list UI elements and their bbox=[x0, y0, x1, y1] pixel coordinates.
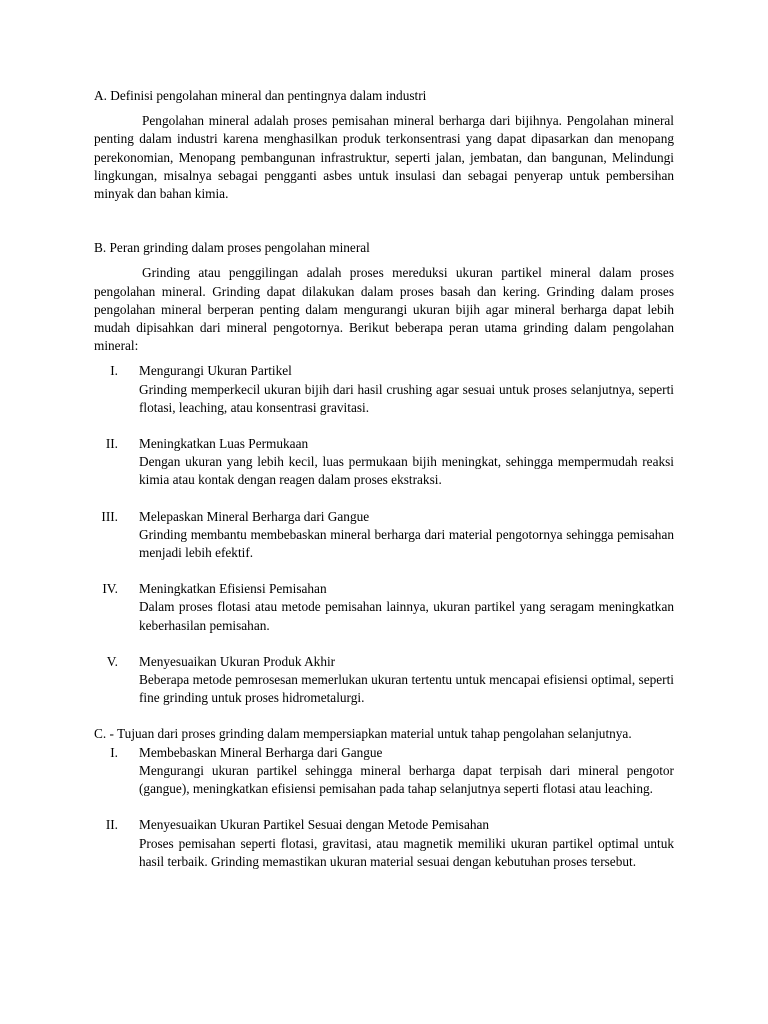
section-c-item bbox=[94, 816, 674, 871]
item-title: Meningkatkan Efisiensi Pemisahan bbox=[139, 581, 327, 597]
section-a-heading: A. Definisi pengolahan mineral dan pentingnya dalam industri bbox=[94, 88, 427, 103]
item-description: Dengan ukuran yang lebih kecil, luas permukaan bijih meningkat, sehingga mempermudah reaksi kimia atau kontak dengan reagen dalam proses ekstraksi. bbox=[139, 454, 674, 488]
section-b-paragraph: Grinding atau penggilingan adalah proses mereduksi ukuran partikel mineral dalam proses pengolahan mineral. Grinding dapat dilakukan dalam proses basah dan kering. Grinding dalam proses pengolahan mineral berperan penting dalam mengurangi ukuran bijih agar mineral berharga dapat lebih mudah dipisahkan dari mineral pengotornya. Berikut beberapa peran utama grinding dalam pengolahan mineral: bbox=[94, 265, 674, 354]
section-b-heading: B. Peran grinding dalam proses pengolahan mineral bbox=[94, 240, 370, 256]
item-numeral: I. bbox=[110, 744, 118, 760]
item-numeral: III. bbox=[101, 508, 118, 524]
section-c-heading: C. - Tujuan dari proses grinding dalam mempersiapkan material untuk tahap pengolahan selanjutnya. bbox=[94, 726, 632, 742]
item-description: Grinding membantu membebaskan mineral berharga dari material pengotornya sehingga pemisahan menjadi lebih efektif. bbox=[139, 526, 674, 561]
item-title: Membebaskan Mineral Berharga dari Gangue bbox=[139, 744, 383, 760]
item-numeral: II. bbox=[105, 436, 118, 452]
item-title: Menyesuaikan Ukuran Partikel Sesuai dengan Metode Pemisahan bbox=[139, 817, 490, 833]
item-description: Proses pemisahan seperti flotasi, gravitasi, atau magnetik memiliki ukuran partikel optimal untuk hasil terbaik. Grinding memastikan ukuran material sesuai dengan kebutuhan proses tersebut. bbox=[139, 835, 674, 869]
item-title: Menyesuaikan Ukuran Produk Akhir bbox=[139, 653, 336, 669]
section-b-item bbox=[94, 435, 674, 490]
section-b-item bbox=[94, 508, 674, 563]
section-a-paragraph: Pengolahan mineral adalah proses pemisahan mineral berharga dari bijihnya. Pengolahan mineral penting dalam industri karena menghasilkan produk terkonsentrasi yang dapat dipasarkan dan menopang perekonomian, Menopang pembangunan infrastruktur, seperti jalan, jembatan, dan bangunan, Melindungi lingkungan, misalnya sebagai pengganti asbes untuk insulasi dan sebagai penyerap untuk pembersihan minyak dan bahan kimia. bbox=[94, 113, 674, 202]
item-description: Mengurangi ukuran partikel sehingga mineral berharga dapat terpisah dari mineral pengotor (gangue), meningkatkan efisiensi pemisahan pada tahap selanjutnya seperti flotasi atau leaching. bbox=[139, 762, 674, 797]
item-title: Meningkatkan Luas Permukaan bbox=[139, 436, 309, 452]
item-numeral: IV. bbox=[102, 581, 118, 597]
item-numeral: V. bbox=[106, 653, 118, 669]
section-b-item bbox=[94, 362, 674, 417]
section-b-item bbox=[94, 653, 674, 708]
item-numeral: I. bbox=[110, 363, 118, 379]
section-c-item bbox=[94, 744, 674, 799]
item-description: Beberapa metode pemrosesan memerlukan ukuran tertentu untuk mencapai efisiensi optimal, seperti fine grinding untuk proses hidrometalurgi. bbox=[139, 672, 674, 706]
section-b-item bbox=[94, 580, 674, 635]
item-title: Mengurangi Ukuran Partikel bbox=[139, 363, 292, 379]
document-body bbox=[94, 87, 674, 871]
item-numeral: II. bbox=[105, 817, 118, 833]
item-description: Grinding memperkecil ukuran bijih dari hasil crushing agar sesuai untuk proses selanjutnya, seperti flotasi, leaching, atau konsentrasi gravitasi. bbox=[139, 381, 674, 415]
item-description: Dalam proses flotasi atau metode pemisahan lainnya, ukuran partikel yang seragam meningkatkan keberhasilan pemisahan. bbox=[139, 599, 674, 633]
item-title: Melepaskan Mineral Berharga dari Gangue bbox=[139, 508, 370, 524]
